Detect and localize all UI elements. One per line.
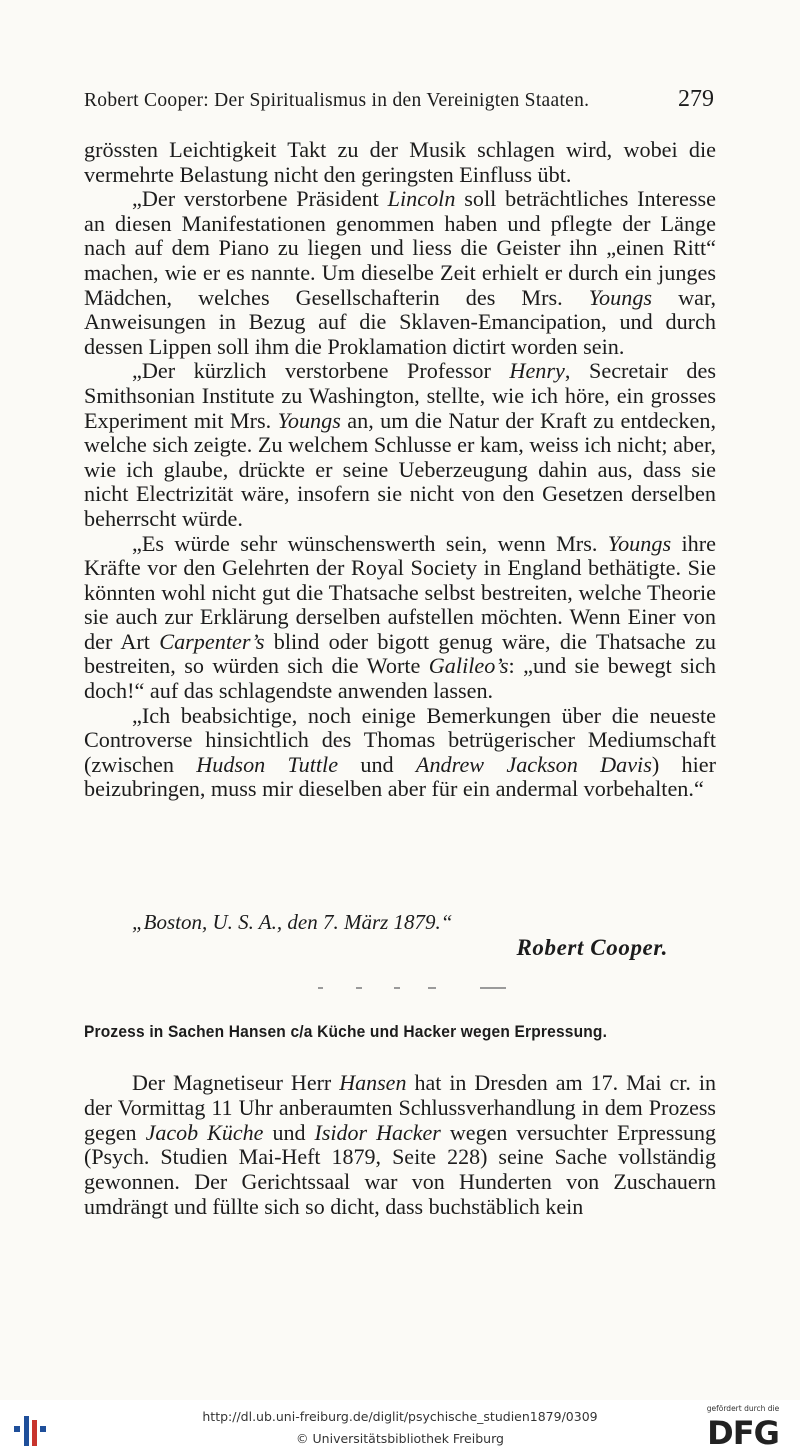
page-header	[84, 86, 714, 118]
name-youngs: Youngs	[607, 530, 672, 556]
name-galileo: Galileo’s	[428, 653, 509, 679]
dfg-caption: gefördert durch die	[706, 1404, 780, 1413]
paragraph-hansen: Der Magnetiseur Herr Hansen hat in Dresden am 17. Mai cr. in der Vormittag 11 Uhr anberaumten Schlussverhandlung in dem Prozess gegen Jacob Küche und Isidor Hacker wegen versuchter Erpressung (Psych. Studien Mai-Heft 1879, Seite 228) seine Sache vollständig gewonnen. Der Gerichtssaal war von Hunderten von Zuschauern umdrängt und füllte sich so dicht, dass buchstäblich kein	[84, 1070, 717, 1219]
name-henry: Henry	[509, 358, 565, 384]
page-number: 279	[678, 86, 714, 112]
dfg-logo-icon[interactable]	[696, 1404, 790, 1450]
paragraph-controverse: „Ich beabsichtige, noch einige Bemerkungen über die neueste Controverse hinsichtlich des Thomas betrügerischer Mediumschaft (zwischen Hudson Tuttle und Andrew Jackson Davis) hier beizubringen, muss mir dieselben aber für ein andermal vorbehalten.“	[84, 702, 716, 802]
section-body	[84, 1071, 716, 1220]
viewer-footer	[0, 1400, 800, 1454]
paragraph-lincoln: „Der verstorbene Präsident Lincoln soll beträchtliches Interesse an diesen Manifestationen genommen haben und pflegte der Länge nach auf dem Piano zu liegen und liess die Geister ihn „einen Ritt“ machen, wie er es nannte. Um dieselbe Zeit erhielt er durch ein junges Mädchen, welches Gesellschafterin des Mrs. Youngs war, Anweisungen in Bezug auf die Sklaven-Emancipation, und durch dessen Lippen soll ihm die Proklamation dictirt worden sein.	[84, 186, 716, 359]
signature: Robert Cooper.	[516, 935, 668, 960]
name-isidor-hacker: Isidor Hacker	[314, 1119, 441, 1145]
article-body	[84, 138, 716, 802]
dateline: „Boston, U. S. A., den 7. März 1879.“	[132, 910, 453, 934]
section-heading: Prozess in Sachen Hansen c/a Küche und Hacker wegen Erpressung.	[84, 1022, 608, 1041]
name-hudson-tuttle: Hudson Tuttle	[196, 751, 339, 777]
name-youngs: Youngs	[277, 407, 341, 433]
paragraph-1: grössten Leichtigkeit Takt zu der Musik schlagen wird, wobei die vermehrte Belastung nicht den geringsten Einfluss übt.	[84, 137, 716, 187]
paragraph-henry: „Der kürzlich verstorbene Professor Henry, Secretair des Smithsonian Institute zu Washington, stellte, wie ich höre, ein grosses Experiment mit Mrs. Youngs an, um die Natur der Kraft zu entdecken, welche sich zeigte. Zu welchem Schlusse er kam, weiss ich nicht; aber, wie ich glaube, drückte er seine Ueberzeugung dahin aus, dass sie nicht Electrizität wäre, insofern sie nicht von den Gesetzen derselben beherrscht würde.	[84, 358, 716, 531]
section-divider	[300, 984, 520, 992]
source-url[interactable]: http://dl.ub.uni-freiburg.de/diglit/psychische_studien1879/0309	[202, 1409, 598, 1424]
paragraph-royal-society: „Es würde sehr wünschenswerth sein, wenn Mrs. Youngs ihre Kräfte vor den Gelehrten der Royal Society in England bethätigte. Sie könnten wohl nicht gut die Thatsache selbst bestreiten, welche Theorie sie auch zur Erklärung derselben aufstellen möchten. Wenn Einer von der Art Carpenter’s blind oder bigott genug wäre, die Thatsache zu bestreiten, so würden sich die Worte Galileo’s: „und sie bewegt sich doch!“ auf das schlagendste anwenden lassen.	[84, 530, 717, 704]
copyright-notice: © Universitätsbibliothek Freiburg	[296, 1431, 504, 1446]
name-hansen: Hansen	[339, 1070, 407, 1095]
name-youngs: Youngs	[588, 284, 653, 310]
dfg-logo-text: DFG	[707, 1414, 779, 1452]
name-carpenter: Carpenter’s	[159, 628, 265, 654]
running-title: Robert Cooper: Der Spiritualismus in den Vereinigten Staaten.	[84, 90, 590, 111]
name-lincoln: Lincoln	[387, 186, 456, 212]
name-jacob-kueche: Jacob Küche	[145, 1119, 264, 1145]
name-andrew-jackson-davis: Andrew Jackson Davis	[415, 751, 652, 777]
